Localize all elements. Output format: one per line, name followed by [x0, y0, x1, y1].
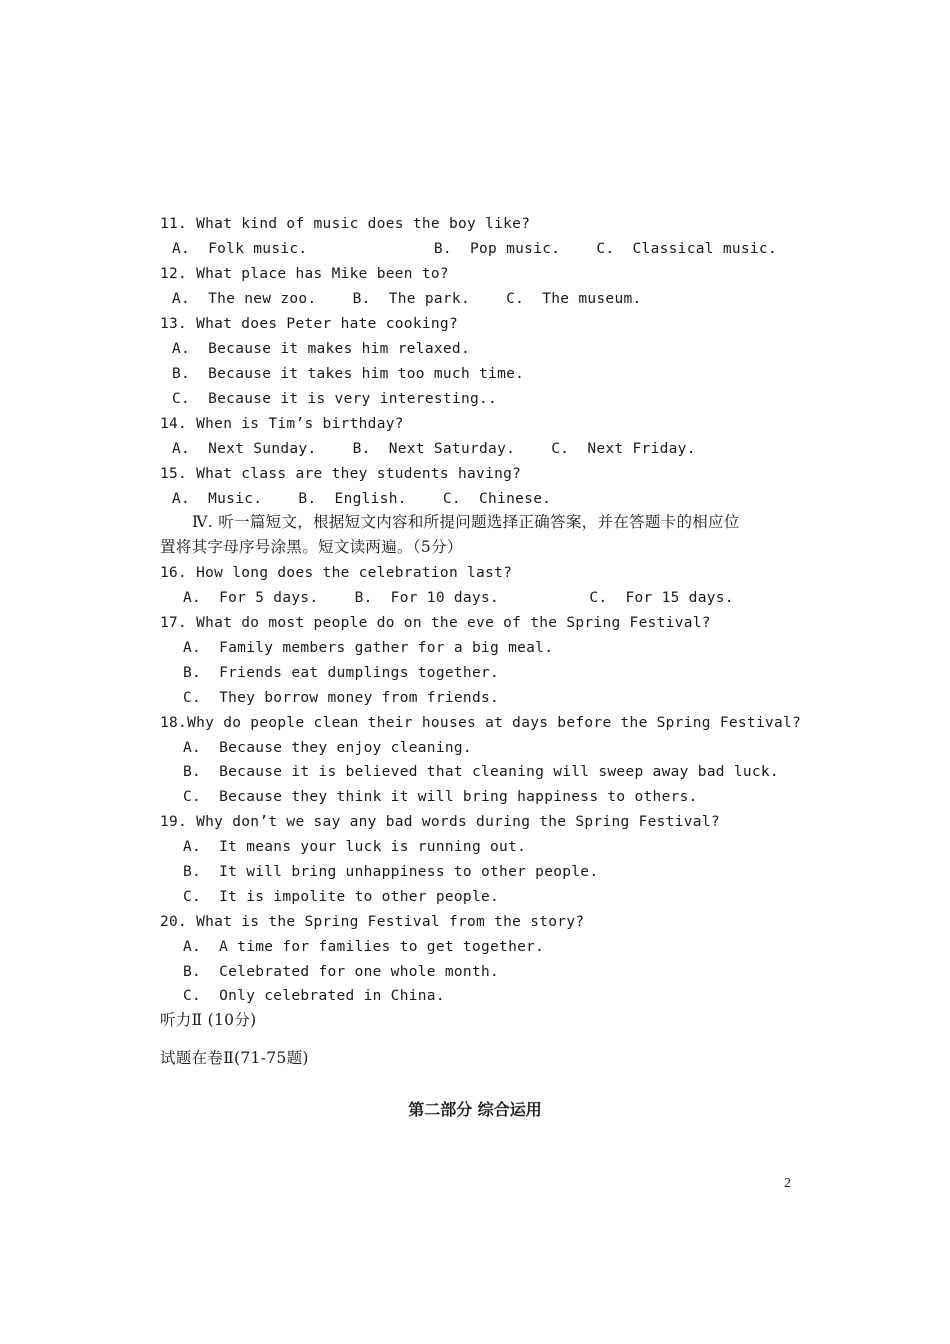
question-15: 15. What class are they students having? [160, 466, 522, 482]
paper-2-note: 试题在卷Ⅱ(71-75题) [160, 1049, 309, 1067]
question-16-options: A. For 5 days. B. For 10 days. C. For 15 days. [183, 590, 734, 606]
question-12: 12. What place has Mike been to? [160, 266, 449, 282]
question-19: 19. Why don’t we say any bad words during the Spring Festival? [160, 814, 720, 830]
question-13-option-a: A. Because it makes him relaxed. [172, 341, 470, 357]
question-15-options: A. Music. B. English. C. Chinese. [172, 491, 552, 507]
question-17-option-b: B. Friends eat dumplings together. [183, 665, 500, 681]
question-11: 11. What kind of music does the boy like? [160, 216, 531, 232]
question-20-option-c: C. Only celebrated in China. [183, 988, 445, 1004]
question-20: 20. What is the Spring Festival from the story? [160, 914, 585, 930]
question-16: 16. How long does the celebration last? [160, 565, 513, 581]
question-14: 14. When is Tim’s birthday? [160, 416, 404, 432]
question-14-options: A. Next Sunday. B. Next Saturday. C. Next Friday. [172, 441, 696, 457]
question-19-option-b: B. It will bring unhappiness to other people. [183, 864, 599, 880]
section-4-instruction-line2: 置将其字母序号涂黑。短文读两遍。（5分） [160, 538, 463, 556]
question-18-option-c: C. Because they think it will bring happiness to others. [183, 789, 698, 805]
question-13-option-b: B. Because it takes him too much time. [172, 366, 525, 382]
question-11-options: A. Folk music. B. Pop music. C. Classical music. [172, 241, 777, 257]
question-13: 13. What does Peter hate cooking? [160, 316, 458, 332]
page-number: 2 [784, 1176, 791, 1191]
question-17-option-c: C. They borrow money from friends. [183, 690, 500, 706]
question-20-option-a: A. A time for families to get together. [183, 939, 545, 955]
listening-2-heading: 听力Ⅱ (10分) [160, 1011, 257, 1029]
question-20-option-b: B. Celebrated for one whole month. [183, 964, 500, 980]
question-17-option-a: A. Family members gather for a big meal. [183, 640, 554, 656]
section-4-instruction-line1: Ⅳ. 听一篇短文，根据短文内容和所提问题选择正确答案，并在答题卡的相应位 [192, 513, 740, 531]
question-19-option-c: C. It is impolite to other people. [183, 889, 500, 905]
question-17: 17. What do most people do on the eve of the Spring Festival? [160, 615, 711, 631]
question-18-option-a: A. Because they enjoy cleaning. [183, 740, 472, 756]
question-12-options: A. The new zoo. B. The park. C. The museum. [172, 291, 642, 307]
question-18-option-b: B. Because it is believed that cleaning will sweep away bad luck. [183, 764, 779, 780]
question-13-option-c: C. Because it is very interesting.. [172, 391, 498, 407]
part-2-title: 第二部分 综合运用 [408, 1100, 542, 1119]
question-18: 18.Why do people clean their houses at days before the Spring Festival? [160, 715, 802, 731]
question-19-option-a: A. It means your luck is running out. [183, 839, 527, 855]
